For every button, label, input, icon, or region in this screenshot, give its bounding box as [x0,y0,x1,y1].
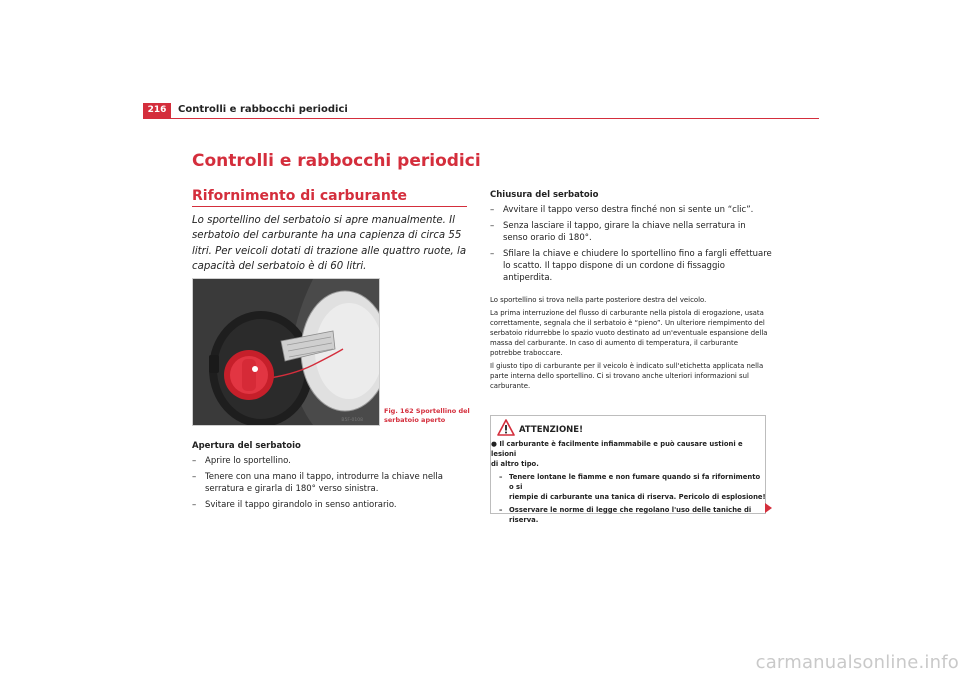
chapter-title: Controlli e rabbocchi periodici [192,151,481,171]
closing-title: Chiusura del serbatoio [490,190,599,200]
dash-marker: – [490,221,495,231]
warning-bullet: ● Il carburante è facilmente infiammabile e può causare ustioni e lesioni di altro tipo. [491,440,743,468]
fuel-flap-figure [192,278,380,426]
figure-code: B5F-0108 [341,418,363,423]
note-paragraph: Lo sportellino si trova nella parte posteriore destra del veicolo. [490,296,707,304]
watermark: carmanualsonline.info [587,649,959,677]
opening-steps [192,455,474,511]
list-item: – Tenere con una mano il tappo, introdurre la chiave nella serratura e girarla di 180° verso sinistra. [192,472,443,494]
dash-marker: – [490,249,495,259]
figure-caption [384,407,470,424]
warning-sub-item: – Osservare le norme di legge che regolano l'uso delle taniche di riserva. [499,506,752,524]
figure-caption-line1: Fig. 162 Sportellino del [384,407,470,415]
dash-marker: – [499,473,503,481]
warning-title: ATTENZIONE! [519,425,583,435]
opening-title: Apertura del serbatoio [192,441,301,451]
closing-steps [490,204,772,284]
list-item: – Sfilare la chiave e chiudere lo sportellino fino a fargli effettuare lo scatto. Il tappo dispone di un cordone di fissaggio antiperdita. [490,249,772,283]
header-rule [143,118,819,119]
running-header: Controlli e rabbocchi periodici [178,104,348,115]
opening-section [192,441,474,511]
dash-marker: – [192,456,197,466]
warning-triangle-icon [497,419,515,436]
note-paragraph: La prima interruzione del flusso di carburante nella pistola di erogazione, usata correttamente, segnala che il serbatoio è “pieno”. Un ulteriore riempimento del serbatoio ridurrebbe lo spazio vuoto destinato ad un'eventuale espansione della massa del carburante. In caso di aumento di temperatura, il carburante potrebbe traboccare. [490,309,768,357]
notes [490,295,770,394]
list-item: – Aprire lo sportellino. [192,456,291,466]
warning-sub-item: – Tenere lontane le fiamme e non fumare quando si fa rifornimento o si riempie di carburante una tanica di riserva. Pericolo di esplosione! [499,473,766,501]
note-paragraph: Il giusto tipo di carburante per il veicolo è indicato sull'etichetta applicata nella parte interna dello sportellino. Ci si trovano anche ulteriori informazioni sul carburante. [490,362,764,390]
figure-caption-line2: serbatoio aperto [384,415,446,424]
intro-paragraph: Lo sportellino del serbatoio si apre manualmente. Il serbatoio del carburante ha una capienza di circa 55 litri. Per veicoli dotati di trazione alle quattro ruote, la capacità del serbatoio è di 60 litri. [192,215,467,273]
list-item: – Avvitare il tappo verso destra finché non si sente un “clic”. [490,205,754,215]
warning-body [491,439,767,525]
section-title: Rifornimento di carburante [192,188,408,204]
list-item: – Senza lasciare il tappo, girare la chiave nella serratura in senso orario di 180°. [490,221,746,243]
warning-box [490,415,766,524]
dash-marker: – [499,506,503,514]
dash-marker: – [192,472,197,482]
section-rule [192,206,467,207]
dash-marker: – [192,500,197,510]
fuel-flap-illustration [193,279,379,425]
page-number: 216 [143,103,171,118]
dash-marker: – [490,205,495,215]
next-page-arrow-icon [765,503,772,513]
closing-section [490,190,772,284]
list-item: – Svitare il tappo girandolo in senso antiorario. [192,500,397,510]
bullet-icon: ● [491,440,497,448]
